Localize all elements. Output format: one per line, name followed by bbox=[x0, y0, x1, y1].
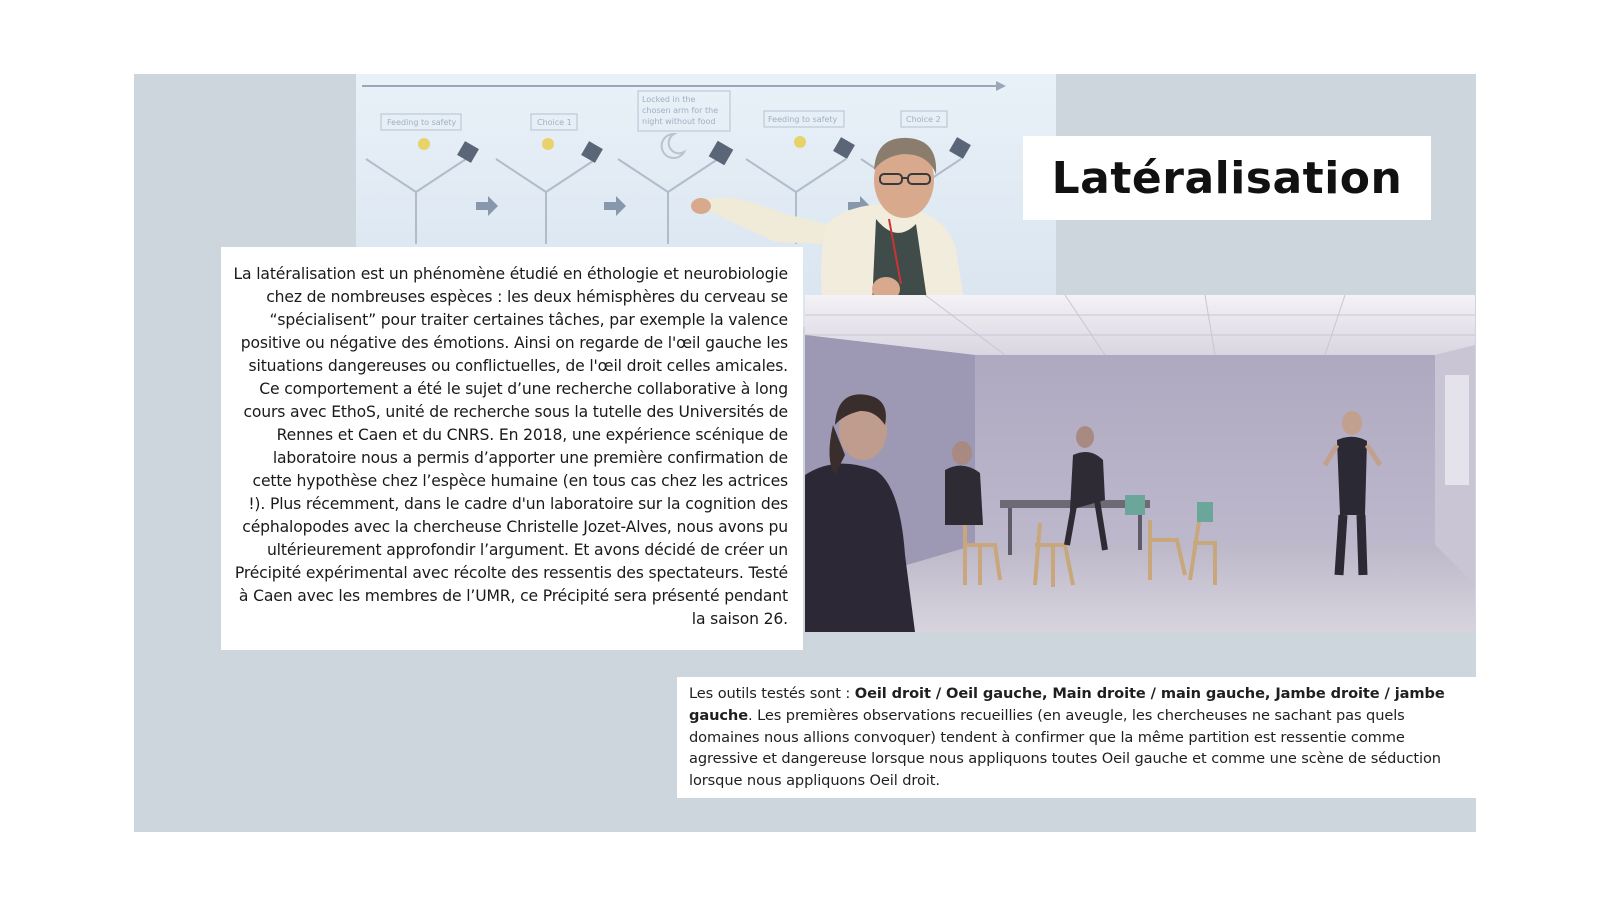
diagram-label-feeding-1: Feeding to safety bbox=[387, 118, 457, 127]
diagram-label-locked-3: night without food bbox=[642, 117, 716, 126]
caption-intro: Les outils testés sont : bbox=[689, 685, 855, 702]
body-paragraph: La latéralisation est un phénomène étudié en éthologie et neurobiologie chez de nombreuses espèces : les deux hémisphères du cerveau se “spécialisent” pour traiter certaines tâches, par exemple la valence positive ou négative des émotions. Ainsi on regarde de l'œil gauche les situations dangereuses ou conflictuelles, de l'œil droit celles amicales. Ce comportement a été le sujet d’une recherche collaborative à long cours avec EthoS, unité de recherche sous la tutelle des Universités de Rennes et Caen et du CNRS. En 2018, une expérience scénique de laboratoire nous a permis d’apporter une première confirmation de cette hypothèse chez l’espèce humaine (en tous cas chez les actrices !). Plus récemment, dans le cadre d'un laboratoire sur la cognition des céphalopodes avec la chercheuse Christelle Jozet-Alves, nous avons pu ultérieurement approfondir l’argument. Et avons décidé de créer un Précipité expérimental avec récolte des ressentis des spectateurs. Testé à Caen avec les membres de l’UMR, ce Précipité sera présenté pendant la saison 26. bbox=[233, 265, 788, 628]
caption-paragraph bbox=[689, 683, 1467, 792]
rehearsal-photo-illustration bbox=[805, 295, 1475, 632]
caption-rest: . Les premières observations recueillies (en aveugle, les chercheuses ne sachant pas quels domaines nous allions convoquer) tendent à confirmer que la même partition est ressentie comme agressive et dangereuse lorsque nous appliquons toutes Oeil gauche et comme une scène de séduction lorsque nous appliquons Oeil droit. bbox=[689, 706, 1441, 790]
caption-card bbox=[677, 677, 1477, 798]
diagram-label-feeding-2: Feeding to safety bbox=[768, 115, 838, 124]
diagram-label-choice-1: Choice 1 bbox=[537, 118, 572, 127]
page-title: Latéralisation bbox=[1051, 152, 1403, 204]
body-text-card bbox=[221, 247, 803, 650]
diagram-label-locked-1: Locked in the bbox=[642, 95, 696, 104]
diagram-label-locked-2: chosen arm for the bbox=[642, 106, 719, 115]
caption-tools: Oeil droit / Oeil gauche, Main droite / main gauche, Jambe droite / jambe gauche bbox=[689, 685, 1445, 724]
title-card bbox=[1023, 136, 1431, 220]
diagram-label-choice-2: Choice 2 bbox=[906, 115, 941, 124]
rehearsal-photo bbox=[805, 295, 1475, 632]
